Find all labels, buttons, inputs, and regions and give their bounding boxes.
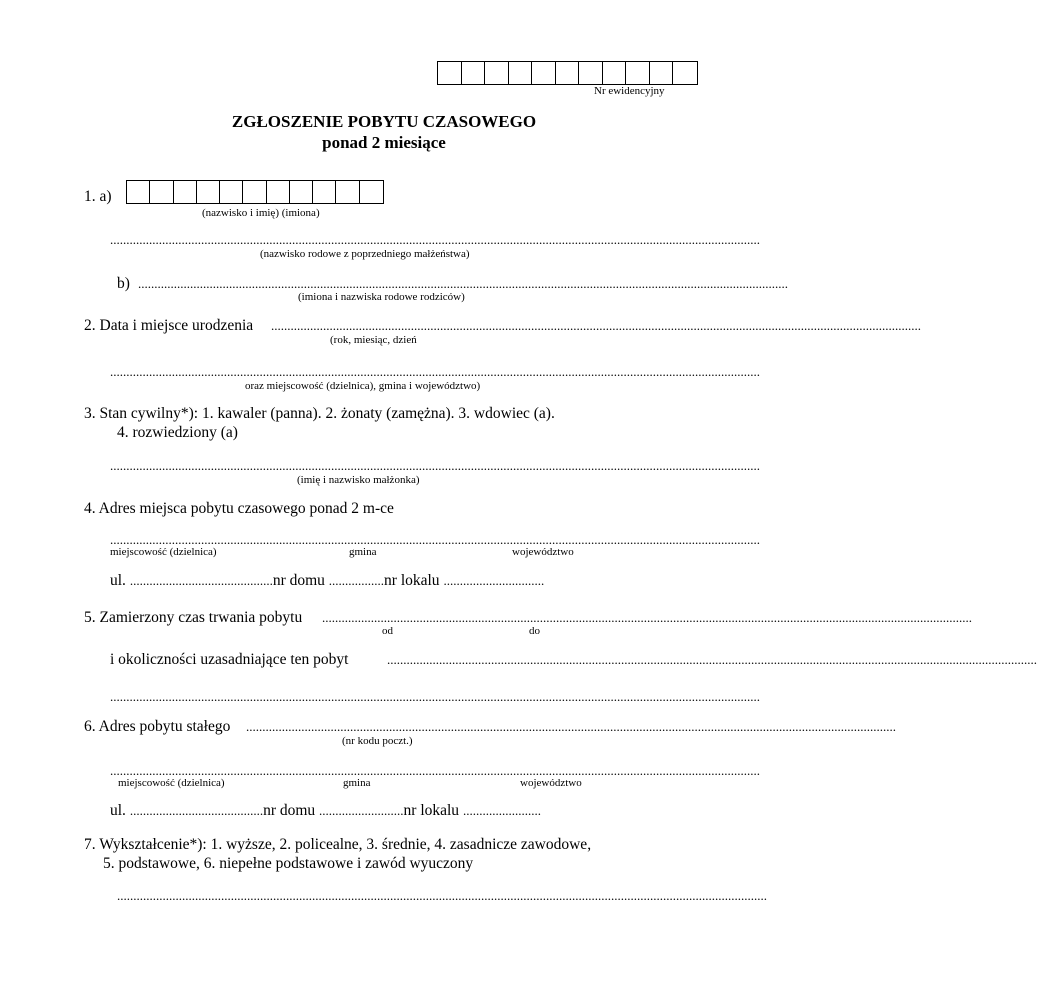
circumstances-field-2[interactable]: ........................................................................................................................................................................................................ xyxy=(110,689,760,704)
flat-number-dots: ........................ xyxy=(462,803,541,818)
birth-place-field[interactable]: ........................................................................................................................................................................................................ xyxy=(110,364,760,379)
permanent-place-field[interactable]: ........................................................................................................................................................................................................ xyxy=(110,763,760,778)
parents-caption: (imiona i nazwiska rodowe rodziców) xyxy=(298,291,465,303)
input-box-cell[interactable] xyxy=(313,181,336,203)
perm-place-caption: miejscowość (dzielnica) xyxy=(118,777,225,789)
input-box-cell[interactable] xyxy=(174,181,197,203)
input-box-cell[interactable] xyxy=(673,62,697,84)
circumstances-field[interactable]: ........................................................................................................................................................................................................ xyxy=(387,652,1037,667)
input-box-cell[interactable] xyxy=(197,181,220,203)
house-number-dots: .......................... xyxy=(319,803,404,818)
spouse-field[interactable]: ........................................................................................................................................................................................................ xyxy=(110,458,760,473)
stay-duration-field[interactable]: ........................................................................................................................................................................................................ xyxy=(322,610,972,625)
perm-gmina-caption: gmina xyxy=(343,777,371,789)
perm-street-line[interactable] xyxy=(110,802,541,820)
spouse-caption: (imię i nazwisko małżonka) xyxy=(297,474,420,486)
permanent-address-field[interactable]: ........................................................................................................................................................................................................ xyxy=(246,719,896,734)
house-number-label: nr domu xyxy=(272,572,325,589)
input-box-cell[interactable] xyxy=(336,181,359,203)
input-box-cell[interactable] xyxy=(579,62,603,84)
temp-place-caption: miejscowość (dzielnica) xyxy=(110,546,217,558)
input-box-cell[interactable] xyxy=(243,181,266,203)
q1-b-label: b) xyxy=(117,275,130,292)
input-box-cell[interactable] xyxy=(290,181,313,203)
input-box-cell[interactable] xyxy=(603,62,627,84)
house-number-dots: ................. xyxy=(328,573,385,588)
temp-voivodeship-caption: województwo xyxy=(512,546,574,558)
flat-number-label: nr lokalu xyxy=(384,572,440,589)
input-box-cell[interactable] xyxy=(267,181,290,203)
street-label: ul. xyxy=(110,802,126,819)
q7-education-cont: 5. podstawowe, 6. niepełne podstawowe i zawód wyuczony xyxy=(103,855,474,872)
name-caption: (nazwisko i imię) (imiona) xyxy=(202,207,320,219)
flat-number-label: nr lokalu xyxy=(403,802,460,819)
q2-label: 2. Data i miejsce urodzenia xyxy=(84,317,254,334)
q6-label: 6. Adres pobytu stałego xyxy=(84,718,231,735)
birth-date-caption: (rok, miesiąc, dzień xyxy=(330,334,417,346)
maiden-name-caption: (nazwisko rodowe z poprzedniego małżeństwa) xyxy=(260,248,470,260)
street-dots: ............................................ xyxy=(129,573,273,588)
input-box-cell[interactable] xyxy=(509,62,533,84)
street-dots: ......................................... xyxy=(129,803,264,818)
input-box-cell[interactable] xyxy=(462,62,486,84)
input-box-cell[interactable] xyxy=(438,62,462,84)
input-box-cell[interactable] xyxy=(127,181,150,203)
duration-to-caption: do xyxy=(529,625,540,637)
temp-address-field[interactable]: ........................................................................................................................................................................................................ xyxy=(110,532,760,547)
input-box-cell[interactable] xyxy=(626,62,650,84)
duration-from-caption: od xyxy=(382,625,393,637)
profession-field[interactable]: ........................................................................................................................................................................................................ xyxy=(117,888,767,903)
street-label: ul. xyxy=(110,572,126,589)
registration-number-boxes[interactable] xyxy=(437,61,698,85)
postal-code-caption: (nr kodu poczt.) xyxy=(342,735,413,747)
q5-circumstances: i okoliczności uzasadniające ten pobyt xyxy=(110,651,349,668)
q1-a-label: 1. a) xyxy=(84,188,112,205)
temp-gmina-caption: gmina xyxy=(349,546,377,558)
input-box-cell[interactable] xyxy=(556,62,580,84)
q5-label: 5. Zamierzony czas trwania pobytu xyxy=(84,609,303,626)
birth-place-caption: oraz miejscowość (dzielnica), gmina i województwo) xyxy=(245,380,481,392)
input-box-cell[interactable] xyxy=(360,181,383,203)
form-subtitle: ponad 2 miesiące xyxy=(322,133,446,152)
registration-number-label: Nr ewidencyjny xyxy=(594,85,665,97)
input-box-cell[interactable] xyxy=(485,62,509,84)
parents-names-field[interactable]: ........................................................................................................................................................................................................ xyxy=(138,276,788,291)
temp-street-line[interactable] xyxy=(110,572,544,590)
perm-voivodeship-caption: województwo xyxy=(520,777,582,789)
house-number-label: nr domu xyxy=(263,802,316,819)
input-box-cell[interactable] xyxy=(650,62,674,84)
form-title: ZGŁOSZENIE POBYTU CZASOWEGO xyxy=(231,112,537,131)
name-boxes[interactable] xyxy=(126,180,384,204)
input-box-cell[interactable] xyxy=(532,62,556,84)
maiden-name-field[interactable]: ........................................................................................................................................................................................................ xyxy=(110,232,760,247)
q3-marital-status: 3. Stan cywilny*): 1. kawaler (panna). 2. żonaty (zamężna). 3. wdowiec (a). xyxy=(84,405,555,422)
input-box-cell[interactable] xyxy=(220,181,243,203)
input-box-cell[interactable] xyxy=(150,181,173,203)
birth-date-field[interactable]: ........................................................................................................................................................................................................ xyxy=(271,318,921,333)
q3-marital-status-cont: 4. rozwiedziony (a) xyxy=(117,424,238,441)
q7-education: 7. Wykształcenie*): 1. wyższe, 2. policealne, 3. średnie, 4. zasadnicze zawodowe, xyxy=(84,836,592,853)
flat-number-dots: ............................... xyxy=(443,573,545,588)
q4-label: 4. Adres miejsca pobytu czasowego ponad 2 m-ce xyxy=(84,500,394,517)
